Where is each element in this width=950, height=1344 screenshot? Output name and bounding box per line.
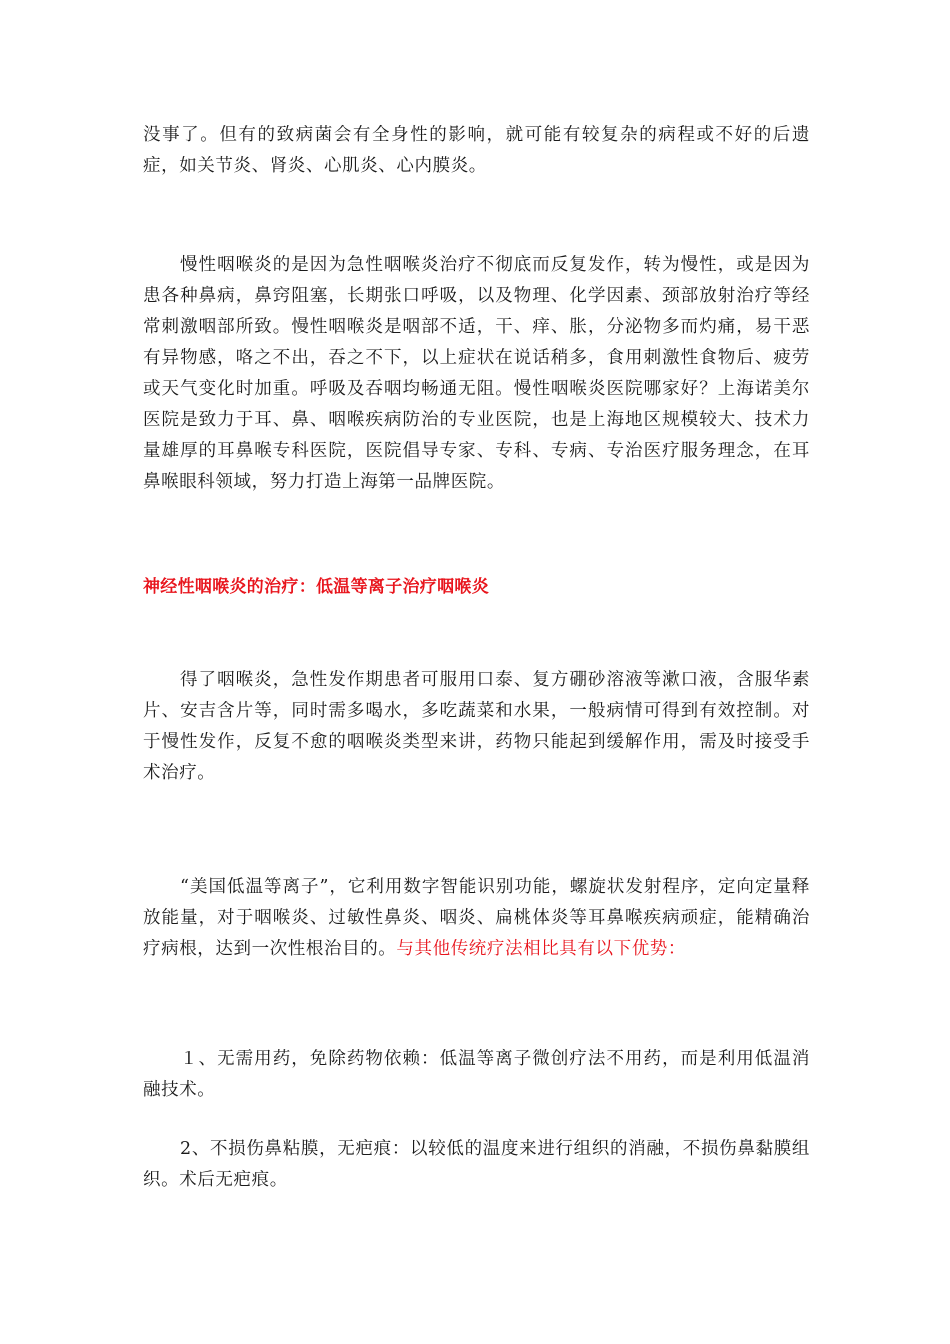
paragraph-1: 没事了。但有的致病菌会有全身性的影响，就可能有较复杂的病程或不好的后遗症，如关节炎、肾炎、心肌炎、心内膜炎。 [143,125,810,176]
advantage-item-1: １、无需用药，免除药物依赖：低温等离子微创疗法不用药，而是利用低温消融技术。 [143,1049,810,1100]
paragraph-2: 慢性咽喉炎的是因为急性咽喉炎治疗不彻底而反复发作，转为慢性，或是因为患各种鼻病，鼻窍阻塞，长期张口呼吸，以及物理、化学因素、颈部放射治疗等经常刺激咽部所致。慢性咽喉炎是咽部不适，干、痒、胀，分泌物多而灼痛，易干恶有异物感，咯之不出，吞之不下，以上症状在说话稍多，食用刺激性食物后、疲劳或天气变化时加重。呼吸及吞咽均畅通无阻。慢性咽喉炎医院哪家好？上海诺美尔医院是致力于耳、鼻、咽喉疾病防治的专业医院，也是上海地区规模较大、技术力量雄厚的耳鼻喉专科医院，医院倡导专家、专科、专病、专治医疗服务理念，在耳鼻喉眼科领域，努力打造上海第一品牌医院。 [143,255,810,492]
paragraph-4 [143,872,810,965]
advantages-lead-in: 与其他传统疗法相比具有以下优势： [396,939,687,959]
advantage-item-2: 2、不损伤鼻粘膜，无疤痕：以较低的温度来进行组织的消融，不损伤鼻黏膜组织。术后无疤痕。 [143,1139,810,1190]
paragraph-3: 得了咽喉炎，急性发作期患者可服用口泰、复方硼砂溶液等漱口液，含服华素片、安吉含片等，同时需多喝水，多吃蔬菜和水果，一般病情可得到有效控制。对于慢性发作，反复不愈的咽喉炎类型来讲，药物只能起到缓解作用，需及时接受手术治疗。 [143,670,810,783]
section-heading: 神经性咽喉炎的治疗：低温等离子治疗咽喉炎 [143,577,489,597]
paragraph-4-text: “美国低温等离子”，它利用数字智能识别功能，螺旋状发射程序，定向定量释放能量，对于咽喉炎、过敏性鼻炎、咽炎、扁桃体炎等耳鼻喉疾病顽症，能精确治疗病根，达到一次性根治目的。 [143,877,810,959]
